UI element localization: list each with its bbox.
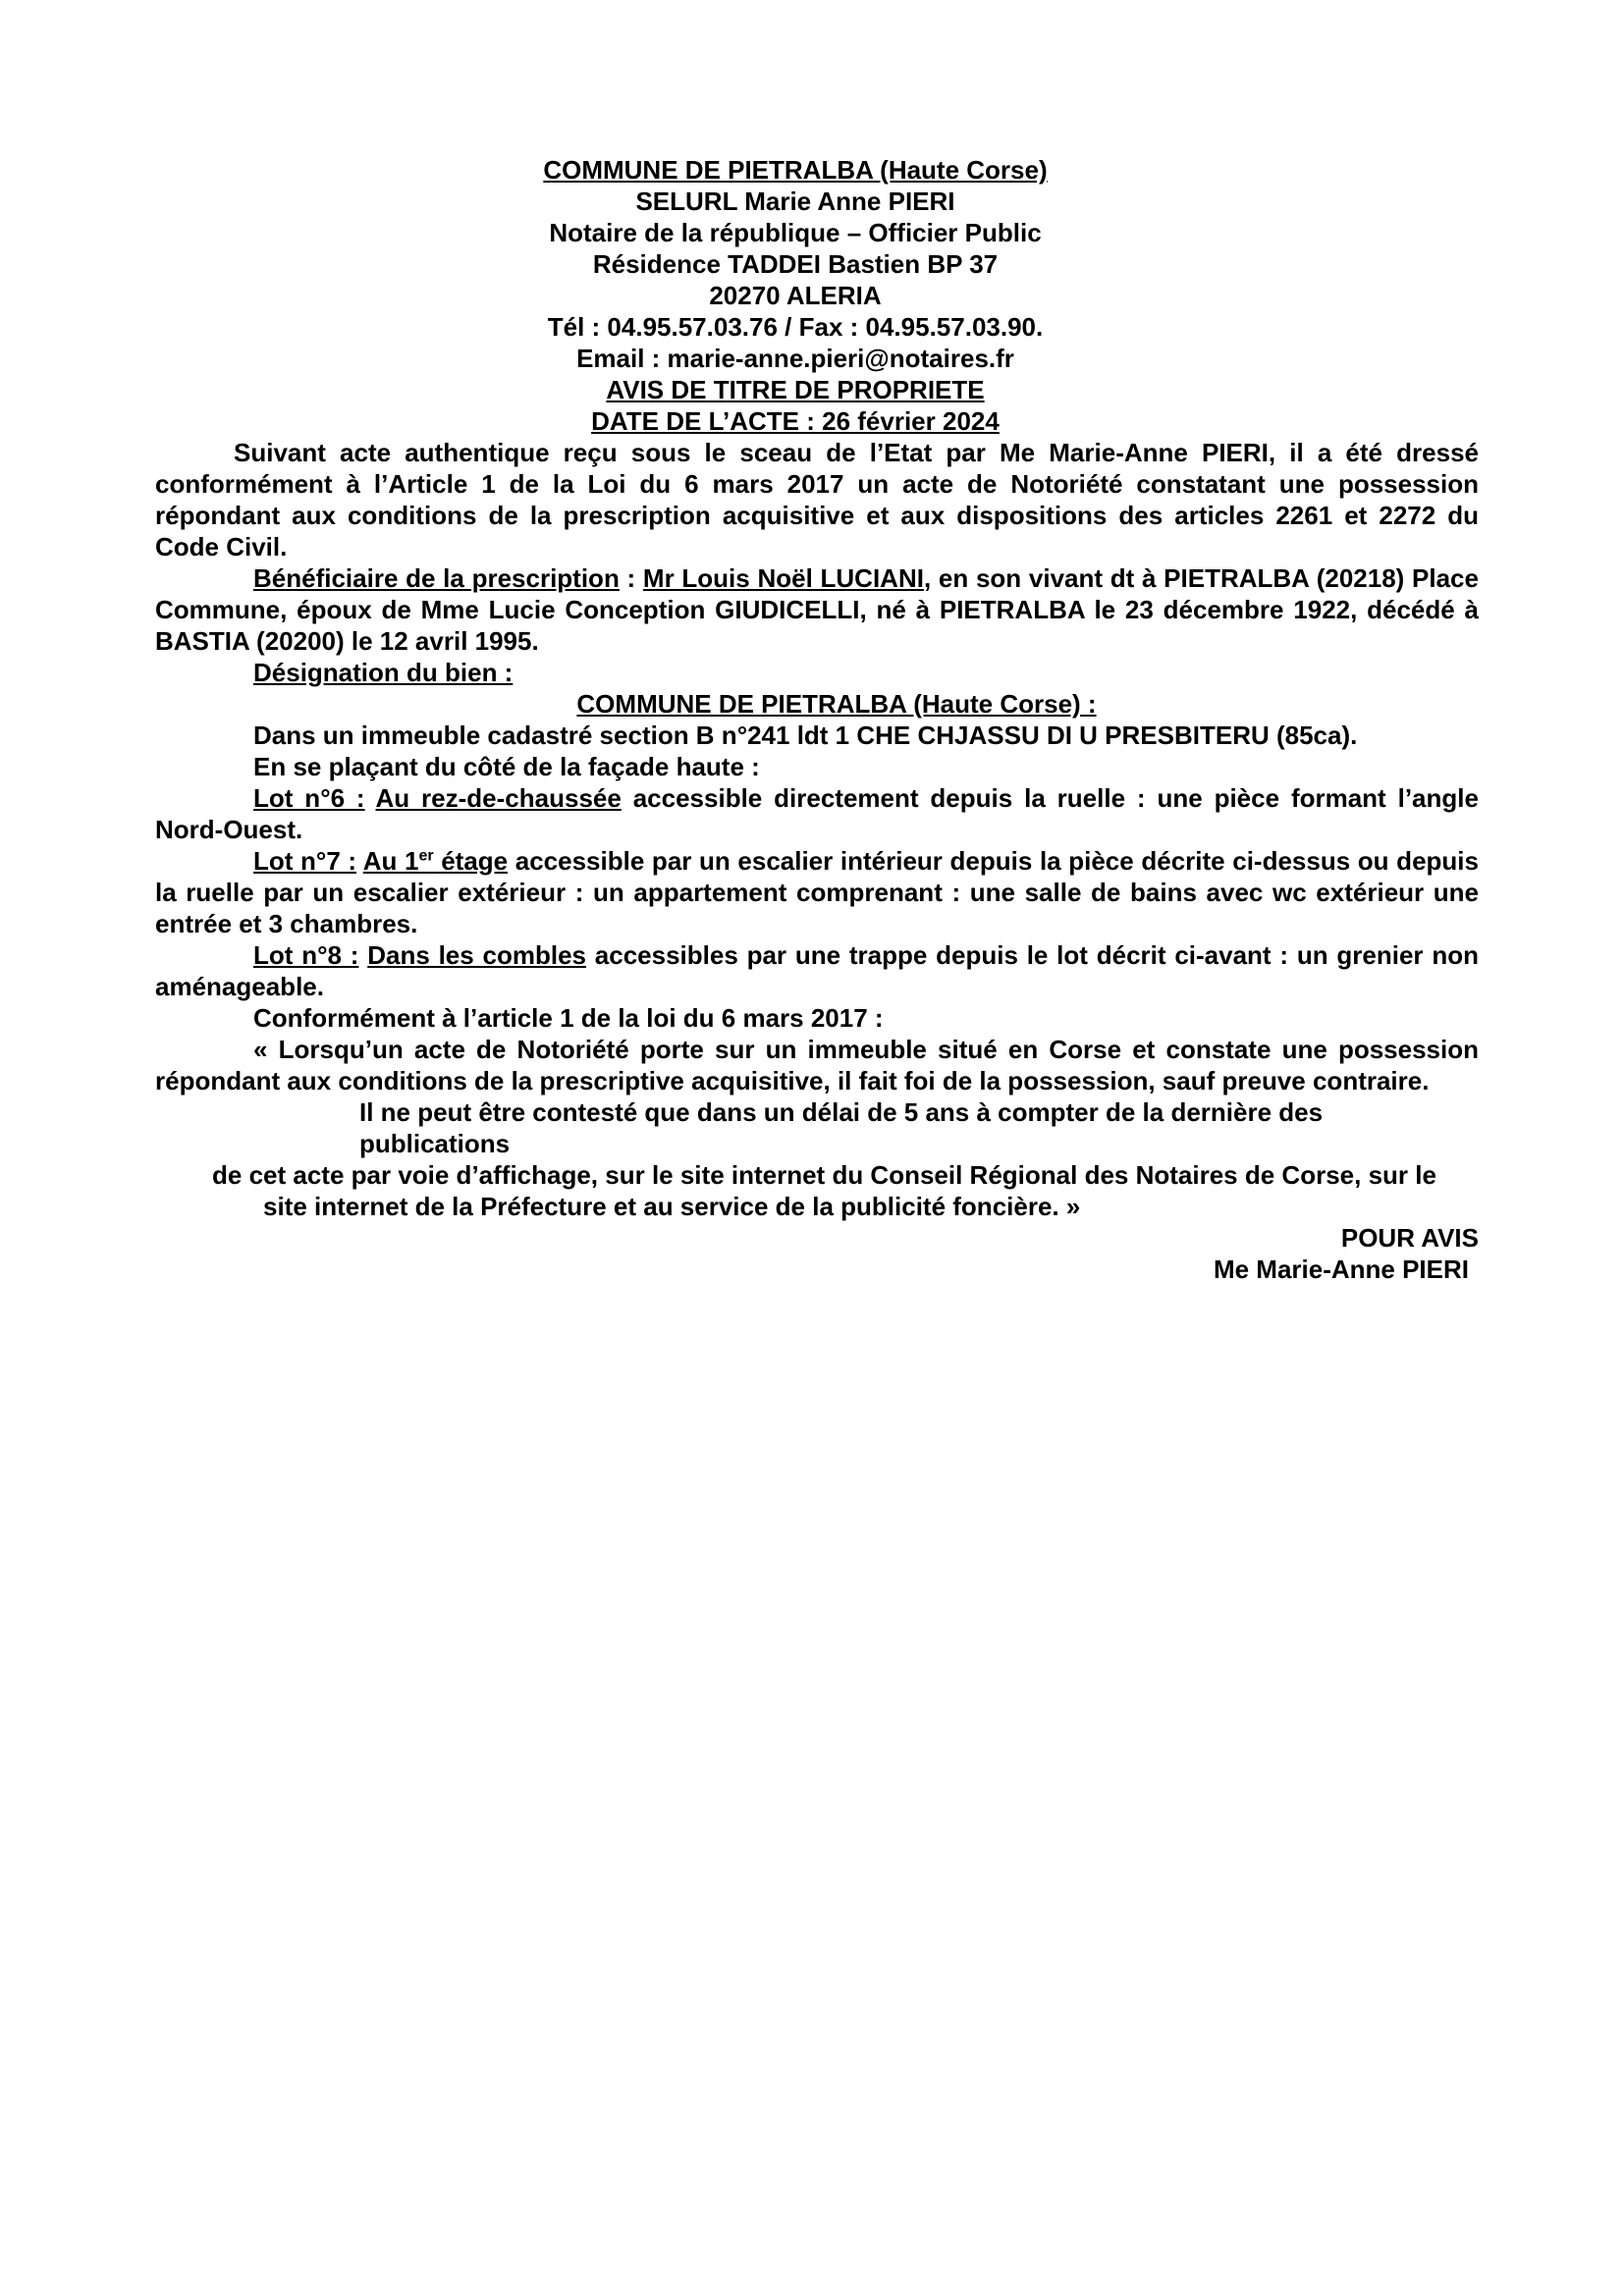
lot6-place: Au rez-de-chaussée: [375, 783, 622, 813]
designation-label: Désignation du bien :: [253, 658, 514, 687]
commune-subtitle-text: COMMUNE DE PIETRALBA (Haute Corse) :: [576, 689, 1097, 719]
lot7-place-a: Au 1: [362, 846, 419, 876]
lot6-label: Lot n°6 :: [253, 783, 365, 813]
quote-continuation: [155, 1096, 1479, 1222]
lot8-label: Lot n°8 :: [253, 940, 359, 970]
lot7-text: accessible par un escalier intérieur depuis la pièce décrite ci-dessus ou depuis la ruelle par un escalier extérieur : un appartement comprenant : une salle de bains avec wc extérieur une entrée et 3 chambres.: [155, 846, 1479, 938]
beneficiary-label: Bénéficiaire de la prescription: [253, 563, 620, 593]
signature-name: Me Marie-Anne PIERI: [1213, 1255, 1469, 1284]
lot8-paragraph: [155, 939, 1479, 1002]
lot7-place-b: étage: [433, 846, 509, 876]
lot6-paragraph: [155, 782, 1479, 845]
quote-line-2: de cet acte par voie d’affichage, sur le site internet du Conseil Régional des Notaires de Corse, sur le: [212, 1160, 1436, 1190]
residence-line: Résidence TADDEI Bastien BP 37: [592, 249, 999, 279]
date-acte: DATE DE L’ACTE : 26 février 2024: [591, 406, 1000, 436]
avis-title: AVIS DE TITRE DE PROPRIETE: [606, 375, 985, 404]
quote-line-3: site internet de la Préfecture et au service de la publicité foncière. »: [263, 1192, 1081, 1221]
beneficiary-paragraph: [155, 562, 1479, 657]
lot8-text: accessibles par une trappe depuis le lot décrit ci-avant : un grenier non aménageable.: [155, 940, 1479, 1001]
intro-paragraph: Suivant acte authentique reçu sous le sceau de l’Etat par Me Marie-Anne PIERI, il a été dressé conformément à l’Article 1 de la Loi du 6 mars 2017 un acte de Notoriété constatant une possession répondant aux conditions de la prescription acquisitive et aux dispositions des articles 2261 et 2272 du Code Civil.: [155, 438, 1479, 561]
pour-avis: POUR AVIS: [1340, 1223, 1479, 1253]
designation-heading: [155, 657, 1479, 688]
city-line: 20270 ALERIA: [709, 281, 882, 310]
commune-subtitle: [155, 688, 1479, 720]
beneficiary-name: Mr Louis Noël LUCIANI: [642, 563, 924, 593]
email-line: Email : marie-anne.pieri@notaires.fr: [576, 344, 1014, 373]
facade-line: En se plaçant du côté de la façade haute :: [253, 752, 760, 781]
quote-paragraph: « Lorsqu’un acte de Notoriété porte sur un immeuble situé en Corse et constate une possession répondant aux conditions de la prescriptive acquisitive, il fait foi de la possession, sauf preuve contraire.: [155, 1035, 1479, 1095]
beneficiary-text: , en son vivant dt à PIETRALBA (20218) Place Commune, époux de Mme Lucie Conception GIUDICELLI, né à PIETRALBA le 23 décembre 1922, décédé à BASTIA (20200) le 12 avril 1995.: [155, 563, 1479, 656]
lot7-label: Lot n°7 :: [253, 846, 357, 876]
quote-line-1: Il ne peut être contesté que dans un délai de 5 ans à compter de la dernière des publications: [359, 1097, 1324, 1158]
immeuble-line: Dans un immeuble cadastré section B n°241 ldt 1 CHE CHJASSU DI U PRESBITERU (85ca).: [253, 721, 1358, 750]
conformement-line: Conformément à l’article 1 de la loi du 6 mars 2017 :: [253, 1003, 884, 1033]
lot7-paragraph: [155, 845, 1479, 939]
selurl-line: SELURL Marie Anne PIERI: [635, 187, 955, 216]
signature-block: [155, 1222, 1479, 1285]
lot7-place: [363, 846, 508, 876]
commune-heading: COMMUNE DE PIETRALBA (Haute Corse): [543, 155, 1048, 185]
phone-fax-line: Tél : 04.95.57.03.76 / Fax : 04.95.57.03.90.: [547, 312, 1044, 342]
lot6-text: accessible directement depuis la ruelle : une pièce formant l’angle Nord-Ouest.: [155, 783, 1479, 844]
notaire-line: Notaire de la république – Officier Public: [549, 218, 1042, 247]
beneficiary-colon: :: [619, 563, 643, 593]
lot8-place: Dans les combles: [367, 940, 586, 970]
document-body: [155, 437, 1479, 1285]
lot7-place-sup: er: [418, 847, 434, 865]
document-header: [255, 154, 1335, 437]
